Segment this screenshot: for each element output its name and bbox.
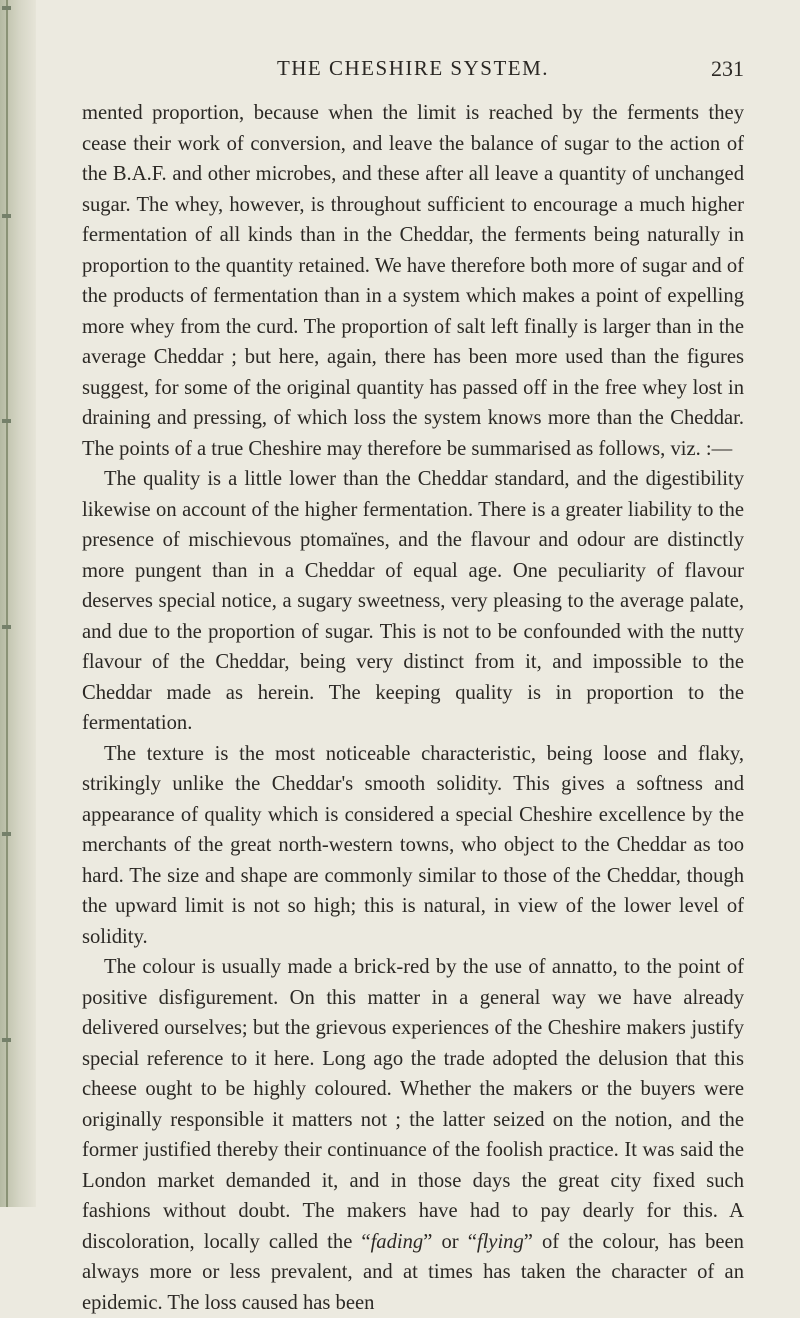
paragraph: mented proportion, because when the limit is reached by the ferments they cease their work of conversion, and leave the balance of sugar to the action of the B.A.F. and other microbes, and these after all leave a quantity of unchanged sugar. The whey, however, is throughout sufficient to encourage a much higher fermentation of all kinds than in the Cheddar, the ferments being naturally in proportion to the quantity retained. We have therefore both more of sugar and of the products of fermentation than in a system which makes a point of expelling more whey from the curd. The proportion of salt left finally is larger than in the average Cheddar ; but here, again, there has been more used than the figures suggest, for some of the original quantity has passed off in the free whey lost in draining and pressing, of which loss the system knows more than the Cheddar. The points of a true Cheshire may therefore be summarised as follows, viz. :— [82,102,744,460]
paragraph [82,952,744,1318]
book-page [82,0,744,1318]
book-binding-edge [0,0,36,1207]
binding-mark [2,625,11,629]
binding-mark [2,214,11,218]
binding-line [6,0,8,1207]
binding-mark [2,1038,11,1042]
body-text [82,98,744,1318]
italic-term: flying [476,1230,524,1253]
paragraph: The quality is a little lower than the Cheddar standard, and the digestibility likewise on account of the higher fermentation. There is a greater liability to the presence of mischievous ptomaïnes, and the flavour and odour are distinctly more pungent than in a Cheddar of equal age. One peculiarity of flavour deserves special notice, a sugary sweetness, very pleasing to the average palate, and due to the proportion of sugar. This is not to be confounded with the nutty flavour of the Cheddar, being very distinct from it, and impossible to the Cheddar made as herein. The keeping quality is in proportion to the fermentation. [82,468,744,734]
italic-term: fading [370,1230,424,1253]
paragraph-text: The colour is usually made a brick-red by the use of annatto, to the point of positive disfigurement. On this matter in a general way we have already delivered ourselves; but the grievous experiences of the Cheshire makers justify special reference to it here. Long ago the trade adopted the delusion that this cheese ought to be highly coloured. Whether the makers or the buyers were originally responsible it matters not ; the latter seized on the notion, and the former justified thereby their continuance of the foolish practice. It was said the London market demanded it, and in those days the great city fixed such fashions without doubt. The makers have had to pay dearly for this. A discoloration, locally called the “ [82,956,744,1253]
paragraph-text: ” or “ [423,1230,477,1253]
page-number: 231 [711,56,744,81]
binding-mark [2,6,11,10]
page-header [82,56,744,90]
binding-mark [2,419,11,423]
paragraph-text: ” of the colour, has been always more or less prevalent, and at times has taken the character of an epidemic. The loss caused has been [82,1230,744,1314]
paragraph: The texture is the most noticeable characteristic, being loose and flaky, strikingly unlike the Cheddar's smooth solidity. This gives a softness and appearance of quality which is considered a special Cheshire excellence by the merchants of the great north-western towns, who object to the Cheddar as too hard. The size and shape are commonly similar to those of the Cheddar, though the upward limit is not so high; this is natural, in view of the lower level of solidity. [82,742,744,948]
running-title: THE CHESHIRE SYSTEM. [276,56,550,80]
binding-mark [2,832,11,836]
